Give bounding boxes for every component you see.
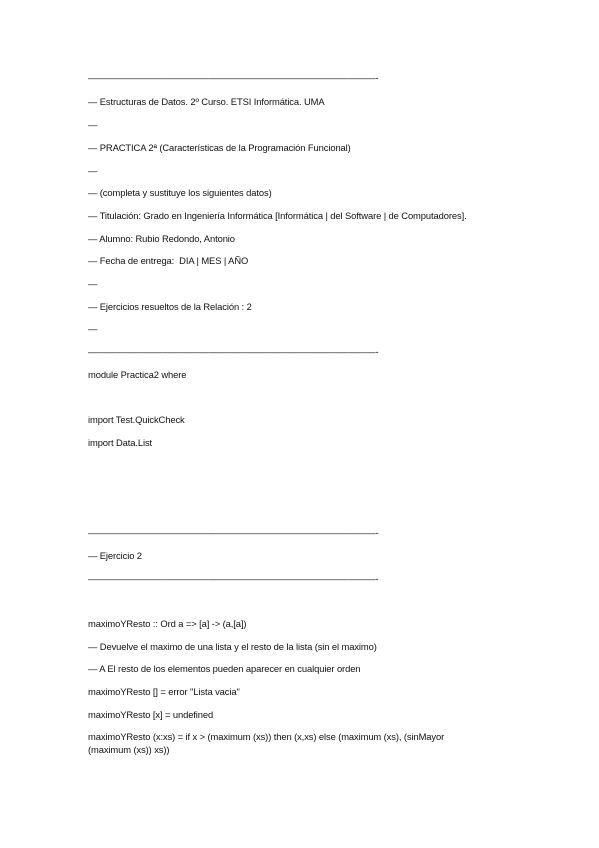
student-comment: — Alumno: Rubio Redondo, Antonio [88, 233, 235, 244]
separator-line: ———————————————————————————————- [88, 72, 379, 83]
comment-dash: — [88, 323, 98, 334]
code-line: maximoYResto [x] = undefined [88, 709, 214, 720]
import-line: import Test.QuickCheck [88, 414, 185, 425]
code-line: maximoYResto (x:xs) = if x > (maximum (xs)) then (x,xs) else (maximum (xs), (sinMayor (maximum (xs)) xs)) [88, 731, 447, 755]
exercises-comment: — Ejercicios resueltos de la Relación : 2 [88, 301, 252, 312]
separator-line: ———————————————————————————————- [88, 573, 379, 584]
practice-title: — PRACTICA 2ª (Características de la Programación Funcional) [88, 142, 351, 153]
comment-dash: — [88, 165, 98, 176]
degree-comment: — Titulación: Grado en Ingeniería Informática [Informática | del Software | de Computadores]. [88, 210, 467, 221]
exercise-heading: — Ejercicio 2 [88, 550, 142, 561]
comment-dash: — [88, 278, 98, 289]
separator-line: ———————————————————————————————- [88, 527, 379, 538]
description-comment: — Devuelve el maximo de una lista y el resto de la lista (sin el maximo) [88, 641, 377, 652]
import-line: import Data.List [88, 437, 153, 448]
type-signature: maximoYResto :: Ord a => [a] -> (a,[a]) [88, 618, 247, 629]
code-line: maximoYResto [] = error "Lista vacia" [88, 686, 240, 697]
header-comment: — Estructuras de Datos. 2º Curso. ETSI Informática. UMA [88, 96, 325, 107]
date-comment: — Fecha de entrega: DIA | MES | AÑO [88, 255, 249, 266]
comment-dash: — [88, 119, 98, 130]
module-declaration: module Practica2 where [88, 369, 187, 380]
description-comment: — A El resto de los elementos pueden aparecer en cualquier orden [88, 663, 361, 674]
instructions-comment: — (completa y sustituye los siguientes datos) [88, 187, 272, 198]
separator-line: ———————————————————————————————- [88, 346, 379, 357]
